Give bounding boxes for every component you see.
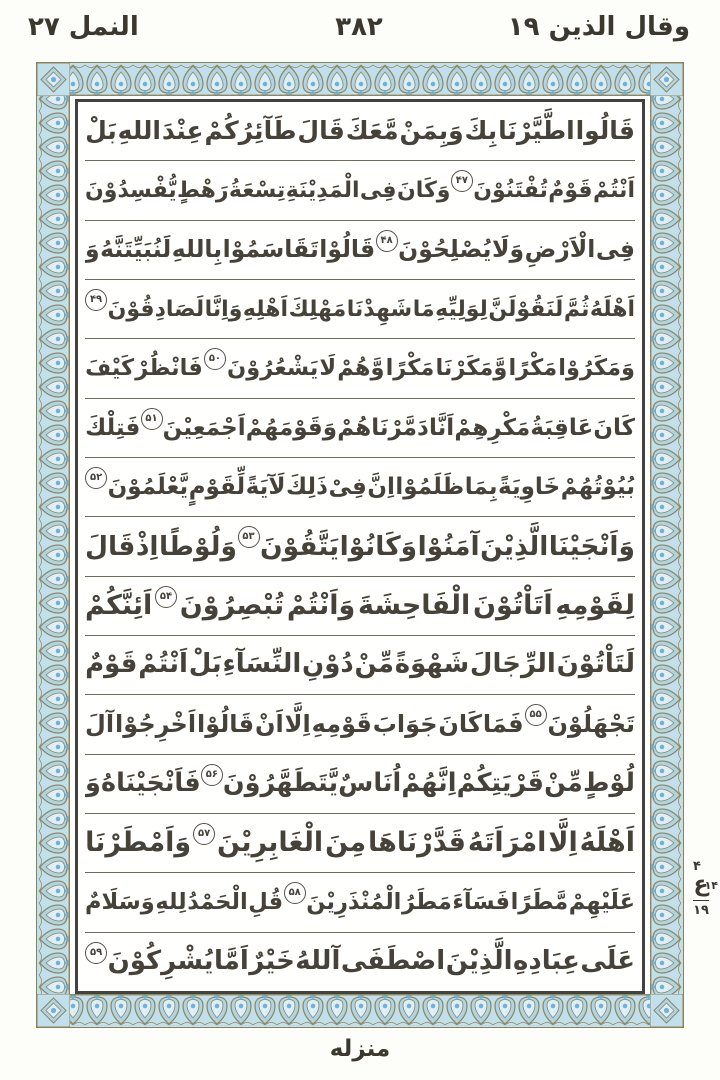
word: وَقَوْمَهُمْ — [245, 414, 338, 441]
verse-end-marker: ۴۷ — [451, 170, 473, 192]
word: فِى — [595, 235, 635, 264]
verse-end-marker: ۵۳ — [238, 526, 260, 548]
word: ظَلَمُوْا — [395, 474, 465, 501]
word: اِنَّهُمْ — [401, 768, 457, 799]
mushaf-line-7 — [85, 458, 635, 517]
word: لَنُبَيِّتَنَّهُ — [100, 235, 172, 264]
word: كَانَ — [593, 414, 635, 441]
word: اِلَّا — [548, 826, 578, 858]
border-corner-top-right-ornament — [650, 63, 683, 96]
word: اُنَاسٌ — [338, 768, 402, 799]
verse-end-marker: ۴۹ — [85, 289, 107, 311]
word: مَكْرًا — [385, 354, 435, 381]
word: يَّعْلَمُوْنَ — [107, 474, 189, 501]
word: لِوَلِيِّهِ — [435, 296, 488, 322]
mushaf-line-11 — [85, 695, 635, 754]
word: بِمَا — [464, 474, 498, 501]
verse-end-marker: ۵۴ — [155, 586, 177, 608]
mushaf-line-15 — [85, 933, 635, 991]
word: يُشْرِكُوْنَ — [107, 946, 214, 977]
word: اصْطَفَى — [340, 946, 446, 977]
word: تُبْصِرُوْنَ — [179, 589, 285, 621]
word: قَالُوْا — [319, 235, 376, 264]
word: اَخْرِجُوْا — [115, 709, 197, 738]
word: رَهْطٍ — [177, 177, 229, 203]
word: ذَلِكَ — [286, 474, 328, 501]
word: فَسَآءَ — [452, 888, 510, 915]
word: مِّنْ — [544, 768, 583, 799]
word: عَلَيْهِمْ — [568, 888, 635, 915]
word: وَكَانُوْا — [339, 530, 418, 562]
border-band-top — [37, 63, 683, 96]
mushaf-line-9 — [85, 577, 635, 636]
verse-end-marker: ۵۱ — [141, 408, 163, 430]
word: يَّتَطَهَّرُوْنَ — [222, 768, 339, 799]
mushaf-line-5 — [85, 339, 635, 398]
word: اَمَّا — [214, 946, 249, 977]
mushaf-line-13 — [85, 814, 635, 873]
verse-end-marker: ۵۰ — [204, 348, 226, 370]
word: يَتَّقُوْنَ — [260, 530, 340, 562]
word: آلَ — [85, 709, 115, 738]
word: اَتَاْتُوْنَ — [473, 589, 553, 621]
word: خَاوِيَةً — [498, 474, 561, 501]
word: لَا — [319, 354, 337, 381]
verse-end-marker: ۵۸ — [284, 882, 306, 904]
word: قُلِ — [248, 888, 284, 915]
word: اَهْلَهُ — [589, 296, 635, 322]
word: وَلُوْطًا — [159, 530, 237, 562]
word: لَنَقُوْلَنَّ — [488, 296, 564, 322]
verse-end-marker: ۵۶ — [201, 764, 223, 786]
word: قَالُوا — [575, 116, 635, 146]
word: اَئِنَّكُمْ — [85, 589, 153, 621]
word: وَّهُمْ — [337, 354, 385, 381]
word: عَاقِبَةُ — [530, 414, 594, 441]
word: شَهِدْنَا — [346, 296, 413, 322]
word: قَدَّرْنَاهَا — [368, 826, 466, 858]
word: يَشْعُرُوْنَ — [227, 354, 319, 381]
word: بِاللهِ — [171, 235, 223, 264]
word: عَلَى — [580, 946, 635, 977]
header-page-number: ۳۸۲ — [335, 12, 383, 42]
word: دُوْنِ — [302, 649, 354, 680]
word: مَا — [412, 296, 435, 322]
page-header — [28, 6, 690, 48]
ruku-ain-symbol: ع ۱۴ — [693, 872, 718, 897]
word: تُفْتَنُوْنَ — [473, 177, 548, 203]
word: فَمَا — [482, 709, 524, 738]
word: النِّسَآءِ — [222, 649, 302, 680]
word: اَنْتُمْ — [138, 649, 188, 680]
word: تَجْهَلُوْنَ — [547, 709, 635, 738]
word: لِقَوْمِهِ — [555, 589, 635, 621]
word: مِّنْ — [354, 649, 394, 680]
word: مَهْلِكَ — [288, 296, 347, 322]
word: يُصْلِحُوْنَ — [398, 235, 492, 264]
word: طَآئِرُكُمْ — [204, 116, 297, 146]
mushaf-line-10 — [85, 636, 635, 695]
word: اَهْلِهِ — [242, 296, 289, 322]
word: مِنَ — [325, 826, 367, 858]
word: مَطَرُ — [401, 888, 452, 915]
mushaf-line-4 — [85, 280, 635, 339]
verse-end-marker: ۵۲ — [85, 467, 107, 489]
header-juz-label: وقال الذين ۱۹ — [507, 12, 690, 42]
word: آمَنُوْا — [417, 530, 480, 562]
word: الرِّجَالَ — [469, 649, 556, 680]
word: وَاِنَّا — [204, 296, 243, 322]
mushaf-line-6 — [85, 399, 635, 458]
border-corner-bottom-left-ornament — [37, 994, 70, 1027]
border-band-right — [650, 63, 683, 1027]
word: مَكْرِهِمْ — [454, 414, 531, 441]
word: لُوْطٍ — [582, 768, 635, 799]
word: قَوْمٌ — [548, 177, 593, 203]
word: وَكَانَ — [396, 177, 451, 203]
word: بُيُوْتُهُمْ — [560, 474, 635, 501]
word: قَوْمٌ — [85, 649, 138, 680]
border-corner-top-left-ornament — [37, 63, 70, 96]
word: الَّذِيْنَ — [480, 530, 549, 562]
word: بِكَ — [464, 116, 498, 146]
verse-end-marker: ۵۵ — [525, 704, 547, 726]
word: شَهْوَةً — [394, 649, 470, 680]
ruku-marker — [686, 860, 716, 917]
border-band-bottom — [37, 994, 683, 1027]
word: الْمُنْذَرِيْنَ — [306, 888, 402, 915]
header-surah-label: النمل ۲۷ — [28, 12, 139, 42]
word: وَّمَكَرْنَا — [435, 354, 508, 381]
word: اِلَّا — [284, 709, 311, 738]
mushaf-line-12 — [85, 755, 635, 814]
word: بَلْ — [85, 116, 117, 146]
word: لَتَاْتُوْنَ — [556, 649, 635, 680]
border-corner-bottom-right-ornament — [650, 994, 683, 1027]
word: وَاَنْتُمْ — [286, 589, 356, 621]
word: عِبَادِهِ — [513, 946, 580, 977]
inner-text-frame — [75, 99, 645, 994]
word: وَبِمَنْ — [399, 116, 464, 146]
word: الْغَابِرِيْنَ — [217, 826, 324, 858]
ruku-ayat-count: ۱۴ — [704, 879, 718, 892]
word: لَآيَةً — [245, 474, 286, 501]
word: امْرَاَتَهُ — [467, 826, 547, 858]
word: اِنَّ — [367, 474, 395, 501]
footer-catchword: منزله — [329, 1036, 391, 1062]
ruku-number-in-surah: ۴ — [693, 859, 701, 874]
word: وَاَنْجَيْنَا — [548, 530, 635, 562]
word: وَلَا — [491, 235, 525, 264]
word: كَانَ — [438, 709, 482, 738]
word: اطَّيَّرْنَا — [498, 116, 575, 146]
mushaf-line-2 — [85, 161, 635, 220]
word: وَ — [85, 768, 101, 799]
word: لِلهِ — [155, 888, 187, 915]
word: فَاَنْجَيْنَاهُ — [101, 768, 201, 799]
word: خَيْرٌ — [249, 946, 295, 977]
word: تَقَاسَمُوْا — [222, 235, 319, 264]
word: اَنْ — [254, 709, 284, 738]
mushaf-line-3 — [85, 221, 635, 280]
word: فِىْ — [328, 474, 367, 501]
border-band-left — [37, 63, 70, 1027]
word: قَالَ — [85, 530, 136, 562]
word: الْاَرْضِ — [524, 235, 596, 264]
word: مَّطَرًا — [510, 888, 569, 915]
word: ثُمَّ — [563, 296, 590, 322]
word: جَوَابَ — [372, 709, 438, 738]
word: عِنْدَ — [161, 116, 204, 146]
mushaf-line-8 — [85, 517, 635, 576]
quran-text-area — [78, 102, 642, 991]
verse-end-marker: ۵۹ — [85, 942, 107, 964]
word: كَيْفَ — [85, 354, 135, 381]
mushaf-line-1 — [85, 102, 635, 161]
mushaf-line-14 — [85, 873, 635, 932]
word: وَسَلَامٌ — [85, 888, 155, 915]
word: لَصَادِقُوْنَ — [107, 296, 205, 322]
word: الْمَدِيْنَةِ — [285, 177, 360, 203]
word: اللهِ — [117, 116, 161, 146]
word: فَتِلْكَ — [85, 414, 141, 441]
word: تِسْعَةُ — [228, 177, 286, 203]
word: آللهُ — [295, 946, 341, 977]
ruku-number-in-juz: ١٩ — [693, 900, 709, 917]
word: دَمَّرْنَاهُمْ — [337, 414, 429, 441]
word: الْحَمْدُ — [187, 888, 248, 915]
word: وَ — [85, 235, 100, 264]
word: لِّقَوْمٍ — [188, 474, 246, 501]
word: الْفَاحِشَةَ — [358, 589, 471, 621]
word: فِى — [359, 177, 397, 203]
verse-end-marker: ۵۷ — [193, 823, 215, 845]
word: اَجْمَعِيْنَ — [162, 414, 246, 441]
word: الَّذِيْنَ — [445, 946, 513, 977]
word: قَالَ — [297, 116, 345, 146]
word: اَنْتُمْ — [592, 177, 635, 203]
word: مَكْرًا — [508, 354, 558, 381]
word: اِذْ — [135, 530, 159, 562]
ornamental-border-frame — [36, 62, 684, 1028]
word: اَنَّا — [429, 414, 455, 441]
verse-end-marker: ۴۸ — [376, 230, 398, 252]
word: قَرْيَتِكُمْ — [456, 768, 544, 799]
word: قَالُوْا — [197, 709, 255, 738]
word: فَانْظُرْ — [135, 354, 203, 381]
word: بَلْ — [188, 649, 222, 680]
word: يُّفْسِدُوْنَ — [85, 177, 177, 203]
word: مَّعَكَ — [345, 116, 399, 146]
word: وَمَكَرُوْا — [558, 354, 635, 381]
word: اَهْلَهُ — [579, 826, 635, 858]
word: وَاَمْطَرْنَا — [85, 826, 192, 858]
word: قَوْمِهِ — [311, 709, 372, 738]
